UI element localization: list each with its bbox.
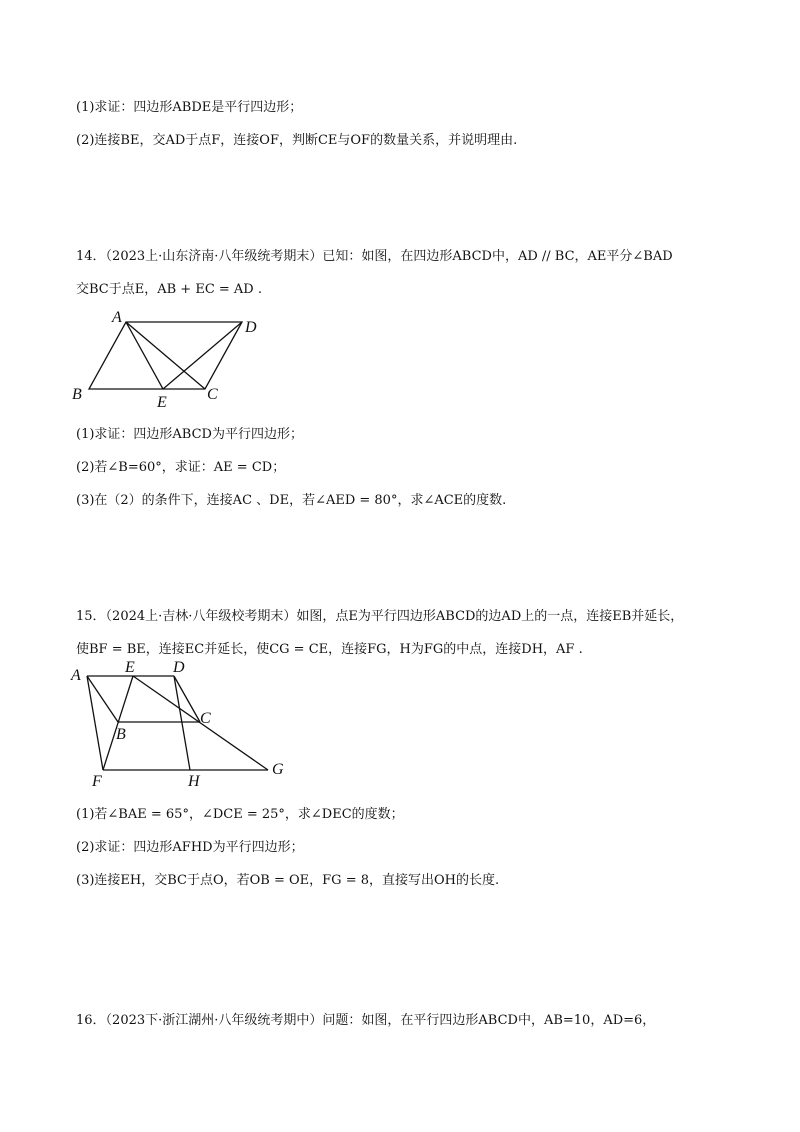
q15-part3: (3)连接EH，交BC于点O，若OB = OE，FG = 8，直接写出OH的长度. <box>76 873 500 888</box>
q15-stem-line1: 15．（2024上·吉林·八年级校考期末）如图，点E为平行四边形ABCD的边AD上的一点，连接EB并延长， <box>76 609 684 624</box>
q15-segment-EF <box>103 676 133 770</box>
q15-segment-AF <box>87 676 103 770</box>
q14-part3: (3)在（2）的条件下，连接AC 、DE，若∠AED = 80°，求∠ACE的度数. <box>76 493 507 508</box>
q14-part1: (1)求证：四边形ABCD为平行四边形； <box>76 427 303 442</box>
q15-label-A: A <box>71 667 81 684</box>
q14-label-E: E <box>157 394 167 411</box>
q15-label-C: C <box>200 710 211 727</box>
q14-stem-line1: 14．（2023上·山东济南·八年级统考期末）已知：如图，在四边形ABCD中，AD // BC，AE平分∠BAD <box>76 249 673 264</box>
q15-label-B: B <box>116 726 126 743</box>
q13-part2: (2)连接BE，交AD于点F，连接OF，判断CE与OF的数量关系，并说明理由. <box>76 133 518 148</box>
q14-label-D: D <box>245 319 257 336</box>
q15-part2: (2)求证：四边形AFHD为平行四边形； <box>76 840 304 855</box>
q15-segment-AB <box>87 676 118 722</box>
q14-label-B: B <box>72 386 82 403</box>
q15-figure-lines <box>87 676 268 770</box>
q15-label-G: G <box>272 761 284 778</box>
q16-stem-line1: 16．（2023下·浙江湖州·八年级统考期中）问题：如图，在平行四边形ABCD中，AB=10，AD=6， <box>76 1013 656 1028</box>
q14-stem-line2: 交BC于点E，AB + EC = AD . <box>76 282 262 297</box>
q14-label-C: C <box>207 386 218 403</box>
q15-label-E: E <box>125 659 135 676</box>
q15-part1: (1)若∠BAE = 65°，∠DCE = 25°，求∠DEC的度数； <box>76 807 404 822</box>
q15-label-F: F <box>92 773 102 790</box>
q15-label-H: H <box>188 773 200 790</box>
q15-stem-line2: 使BF = BE，连接EC并延长，使CG = CE，连接FG，H为FG的中点，连接DH，AF . <box>76 642 583 657</box>
q15-label-D: D <box>173 659 185 676</box>
q13-part1: (1)求证：四边形ABDE是平行四边形； <box>76 100 303 115</box>
q14-part2: (2)若∠B=60°，求证：AE = CD； <box>76 460 286 475</box>
q14-label-A: A <box>112 309 122 326</box>
